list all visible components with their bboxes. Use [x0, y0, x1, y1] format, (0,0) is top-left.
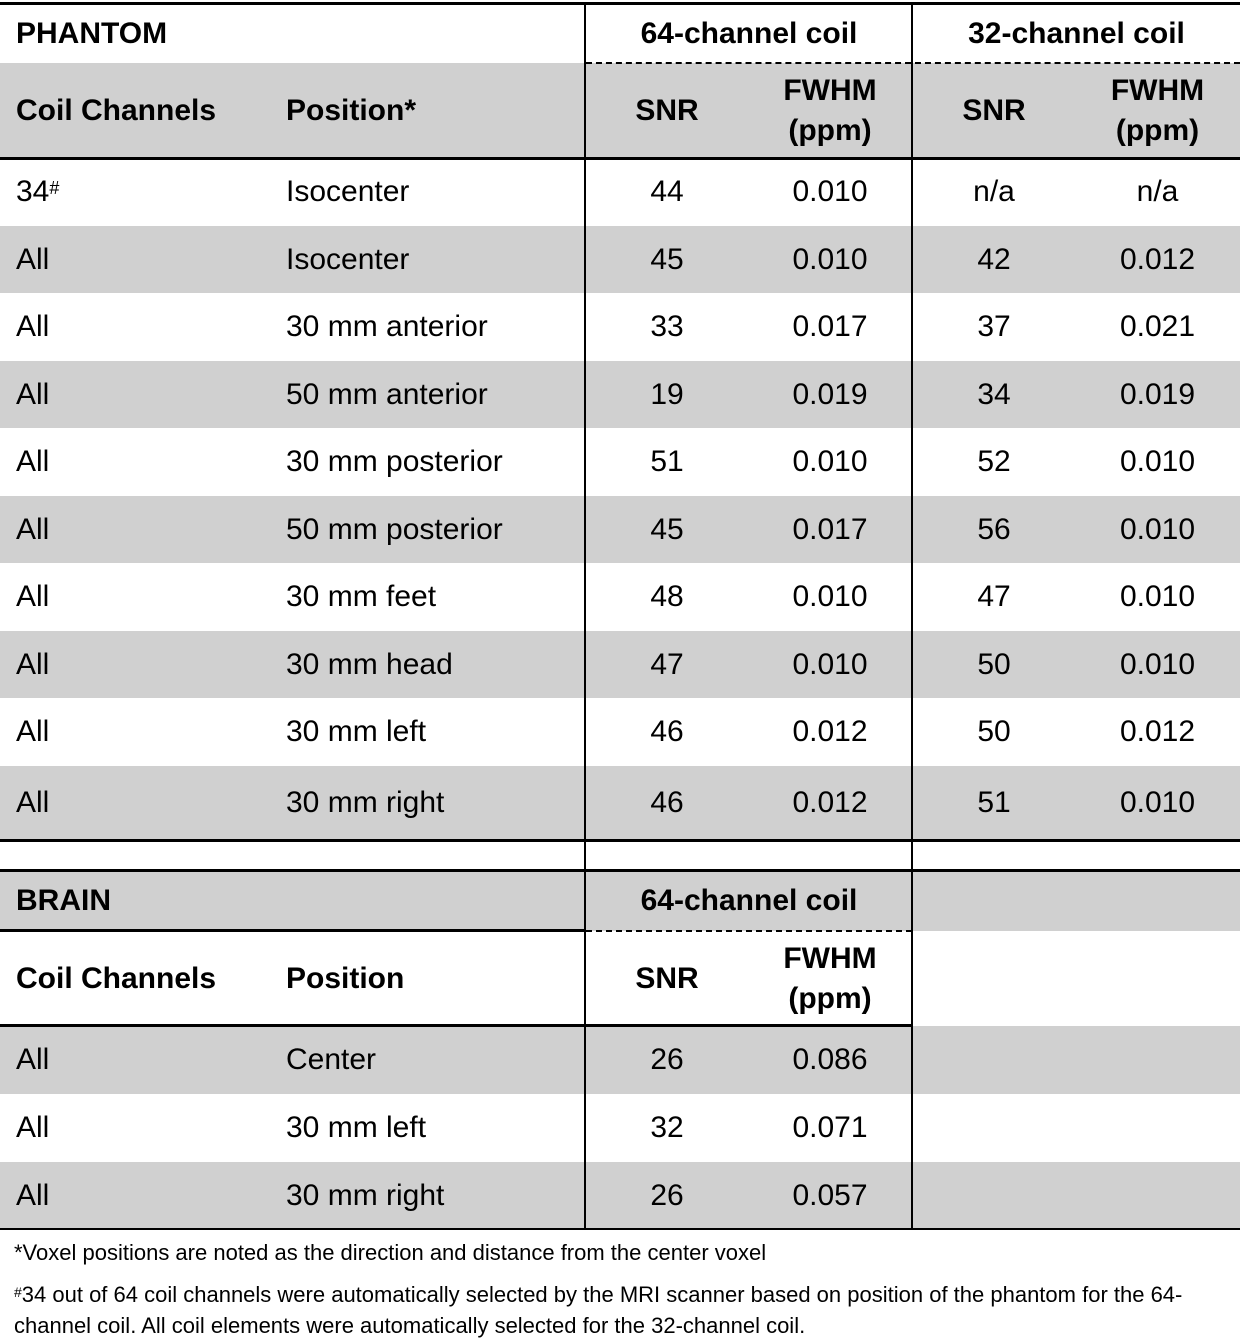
cell-fwhm-32: 0.010: [1119, 512, 1196, 546]
cell-channels: All: [16, 1178, 50, 1212]
table-row: [0, 698, 1240, 766]
phantom-coil32-label: 32-channel coil: [968, 16, 1185, 50]
cell-channels: 34 #: [16, 175, 60, 208]
cell-snr-64: 19: [650, 377, 684, 411]
col-header-snr-64: SNR: [635, 93, 699, 127]
cell-fwhm-64: 0.012: [792, 715, 868, 748]
table-row: [0, 1162, 1240, 1229]
footnote-hash: #34 out of 64 coil channels were automatically selected by the MRI scanner based on position of the phantom for the 64-channel coil. All coil elements were automatically selected for the 32-channel coil.: [14, 1282, 1183, 1338]
table-row: [0, 563, 1240, 631]
cell-snr-64: 33: [650, 310, 684, 343]
cell-snr-32: 50: [977, 715, 1011, 748]
cell-fwhm-32: 0.019: [1119, 377, 1196, 411]
divider-64: [584, 2, 586, 1229]
col-header-coil-channels: Coil Channels: [16, 961, 217, 995]
cell-snr-32: 51: [977, 786, 1011, 819]
col-header-coil-channels: Coil Channels: [16, 93, 217, 127]
phantom-section-label: PHANTOM: [16, 16, 168, 50]
cell-fwhm-64: 0.012: [792, 786, 868, 819]
cell-snr-32: 37: [977, 310, 1011, 343]
cell-fwhm-64: 0.010: [792, 242, 868, 276]
footnote-hash-mark: #: [14, 1284, 22, 1300]
table-row: [0, 158, 1240, 226]
cell-snr-32: n/a: [973, 175, 1015, 208]
rule-phantom-bottom: [0, 839, 1240, 842]
phantom-header-row: [0, 63, 1240, 158]
col-header-fwhm-64: FWHM (ppm): [783, 941, 877, 1015]
col-header-snr-64: SNR: [635, 961, 699, 995]
cell-fwhm-64: 0.019: [792, 377, 868, 411]
cell-position: 30 mm anterior: [286, 310, 488, 343]
cell-position: Isocenter: [286, 242, 410, 276]
cell-fwhm-64: 0.010: [792, 445, 868, 478]
cell-snr-64: 45: [650, 512, 684, 546]
footnote-star: *Voxel positions are noted as the direction and distance from the center voxel: [14, 1240, 767, 1265]
cell-snr-64: 32: [650, 1111, 684, 1144]
cell-position: Isocenter: [286, 175, 410, 208]
cell-snr-64: 46: [650, 786, 684, 819]
cell-snr-32: 52: [977, 445, 1011, 478]
table-row: [0, 496, 1240, 563]
cell-fwhm-64: 0.057: [792, 1178, 868, 1212]
cell-channels: All: [16, 647, 50, 681]
cell-channels: All: [16, 1043, 50, 1076]
cell-snr-32: 42: [977, 242, 1011, 276]
col-header-position: Position*: [286, 93, 417, 127]
brain-header-row: [0, 931, 1240, 1026]
cell-fwhm-64: 0.010: [792, 175, 868, 208]
cell-channels: All: [16, 445, 50, 478]
cell-channels: All: [16, 786, 50, 819]
brain-coil64-label: 64-channel coil: [640, 884, 858, 917]
cell-channels: All: [16, 1111, 50, 1144]
brain-section-label: BRAIN: [16, 884, 111, 917]
cell-snr-64: 48: [650, 580, 684, 613]
cell-fwhm-32: 0.010: [1119, 445, 1196, 478]
cell-position: 30 mm right: [286, 786, 445, 819]
col-header-fwhm-64: FWHM (ppm): [783, 73, 877, 147]
cell-position: Center: [286, 1043, 377, 1076]
cell-channels: All: [16, 242, 50, 276]
cell-snr-64: 44: [650, 175, 684, 208]
rule-phantom-header: [0, 157, 1240, 160]
cell-position: 50 mm posterior: [286, 512, 503, 546]
cell-fwhm-64: 0.017: [792, 512, 868, 546]
cell-snr-32: 50: [977, 647, 1011, 681]
cell-fwhm-64: 0.071: [792, 1111, 868, 1144]
rule-brain-title: [0, 929, 586, 932]
col-header-fwhm-32: FWHM (ppm): [1110, 73, 1205, 147]
cell-snr-64: 51: [650, 445, 684, 478]
cell-snr-32: 34: [977, 377, 1011, 411]
col-header-position: Position: [286, 961, 405, 995]
cell-fwhm-64: 0.086: [792, 1043, 868, 1076]
cell-channels: All: [16, 512, 50, 546]
cell-fwhm-64: 0.017: [792, 310, 868, 343]
cell-fwhm-32: 0.012: [1119, 715, 1196, 748]
cell-snr-64: 26: [650, 1178, 684, 1212]
cell-channels: All: [16, 580, 50, 613]
brain-title-row: [0, 871, 1240, 931]
table-row: [0, 361, 1240, 428]
phantom-title-row: [0, 4, 1240, 63]
table-row: [0, 766, 1240, 840]
cell-snr-64: 46: [650, 715, 684, 748]
cell-snr-64: 45: [650, 242, 684, 276]
cell-channels: All: [16, 310, 50, 343]
cell-position: 30 mm posterior: [286, 445, 503, 478]
rule-brain-header: [0, 1024, 912, 1027]
rule-brain-top: [0, 869, 1240, 872]
table-row: [0, 226, 1240, 293]
cell-fwhm-64: 0.010: [792, 647, 868, 681]
cell-fwhm-32: 0.021: [1119, 310, 1196, 343]
cell-snr-64: 26: [650, 1043, 684, 1076]
table-row: [0, 1026, 1240, 1094]
cell-position: 30 mm right: [286, 1178, 445, 1212]
table-row: [0, 428, 1240, 496]
cell-fwhm-32: 0.010: [1119, 580, 1196, 613]
cell-fwhm-32: 0.010: [1119, 786, 1196, 819]
cell-snr-64: 47: [650, 647, 684, 681]
cell-fwhm-32: 0.010: [1119, 647, 1196, 681]
cell-snr-32: 56: [977, 512, 1011, 546]
phantom-coil64-label: 64-channel coil: [640, 16, 858, 50]
hash-marker: #: [49, 177, 60, 198]
cell-snr-32: 47: [977, 580, 1011, 613]
cell-fwhm-32: 0.012: [1119, 242, 1196, 276]
cell-channels: All: [16, 377, 50, 411]
rule-phantom-dashed: [586, 62, 1240, 64]
rule-bottom: [0, 1228, 1240, 1230]
table-row: [0, 293, 1240, 361]
cell-position: 30 mm feet: [286, 580, 437, 613]
cell-fwhm-64: 0.010: [792, 580, 868, 613]
divider-32: [911, 2, 913, 1229]
cell-position: 30 mm left: [286, 715, 427, 748]
table-row: [0, 1094, 1240, 1162]
cell-channels: All: [16, 715, 50, 748]
cell-position: 30 mm head: [286, 647, 453, 681]
cell-position: 30 mm left: [286, 1111, 427, 1144]
cell-position: 50 mm anterior: [286, 377, 488, 411]
cell-fwhm-32: n/a: [1136, 175, 1179, 208]
rule-top: [0, 2, 1240, 5]
table-row: [0, 631, 1240, 698]
col-header-snr-32: SNR: [962, 93, 1026, 127]
rule-brain-dashed: [586, 930, 912, 932]
